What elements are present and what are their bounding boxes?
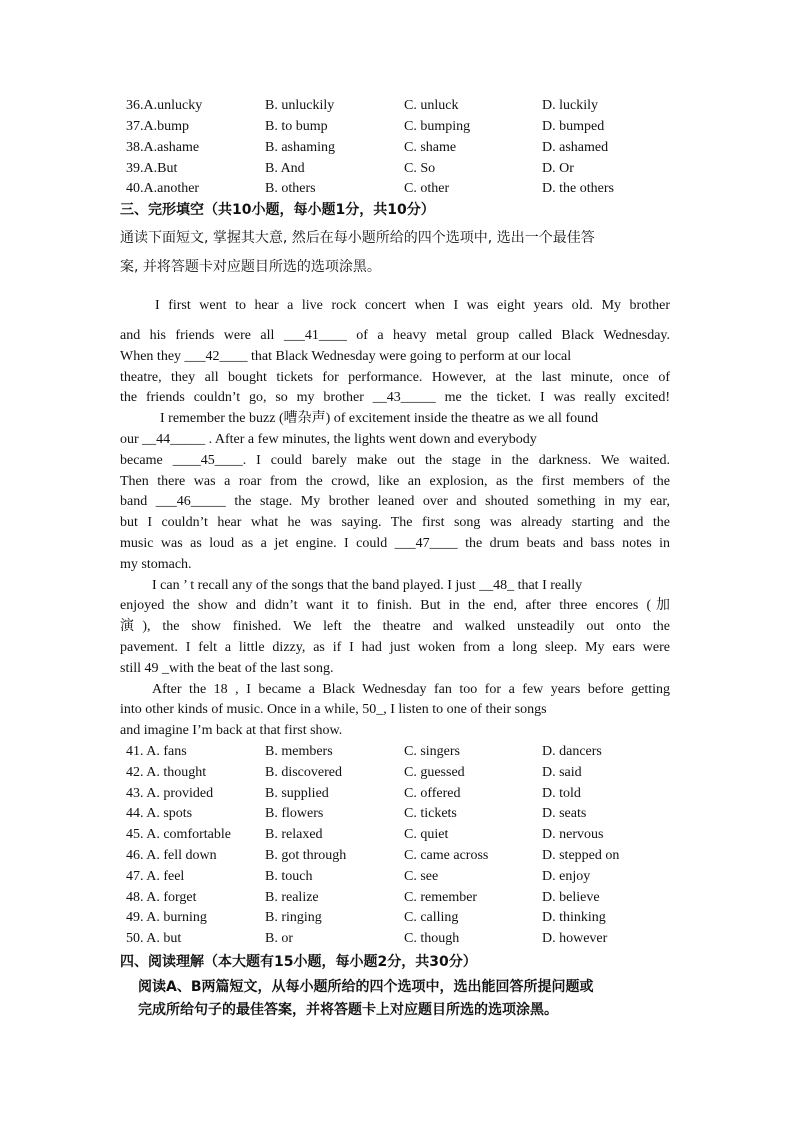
option-d: D. told — [542, 786, 581, 801]
option-d: D. seats — [542, 806, 587, 821]
option-d: D. ashamed — [542, 140, 609, 155]
section-four-instruction-line2: 完成所给句子的最佳答案，并将答题卡上对应题目所选的选项涂黑。 — [138, 1002, 558, 1018]
passage-line: I can ’ t recall any of the songs that the band played. I just __48_ that I really — [152, 578, 583, 593]
option-d: D. the others — [542, 181, 614, 196]
passage-line: my stomach. — [120, 557, 192, 572]
passage-line: became ____45____. I could barely make out the stage in the darkness. We waited. — [120, 453, 670, 468]
option-a: 39.A.But — [126, 161, 178, 176]
option-d: D. dancers — [542, 744, 602, 759]
passage-line: After the 18 , I became a Black Wednesday fan too for a few years before getting — [152, 682, 670, 697]
option-a: 36.A.unlucky — [126, 98, 203, 113]
option-c: C. other — [404, 181, 450, 196]
passage-line: into other kinds of music. Once in a while, 50_, I listen to one of their songs — [120, 702, 547, 717]
option-b: B. to bump — [265, 119, 328, 134]
option-b: B. discovered — [265, 765, 342, 780]
passage-line: still 49 _with the beat of the last song. — [120, 661, 334, 676]
option-b: B. others — [265, 181, 316, 196]
passage-line: theatre, they all bought tickets for performance. However, at the last minute, once of — [120, 370, 670, 385]
option-d: D. Or — [542, 161, 574, 176]
option-c: C. shame — [404, 140, 457, 155]
option-b: B. touch — [265, 869, 313, 884]
passage-line: Then there was a roar from the crowd, like an explosion, as the first members of the — [120, 474, 670, 489]
option-a: 44. A. spots — [126, 806, 193, 821]
option-c: C. guessed — [404, 765, 465, 780]
option-c: C. remember — [404, 890, 478, 905]
option-c: C. singers — [404, 744, 460, 759]
passage-line: and his friends were all ___41____ of a heavy metal group called Black Wednesday. — [120, 328, 670, 343]
option-c: C. bumping — [404, 119, 471, 134]
passage-line: our __44_____ . After a few minutes, the lights went down and everybody — [120, 432, 537, 447]
section-three-heading: 三、完形填空（共10小题，每小题1分，共10分） — [120, 202, 435, 218]
option-d: D. stepped on — [542, 848, 620, 863]
option-a: 42. A. thought — [126, 765, 207, 780]
passage-line: music was as loud as a jet engine. I could ___47____ the drum beats and bass notes in — [120, 536, 670, 551]
option-d: D. said — [542, 765, 582, 780]
option-c: C. though — [404, 931, 460, 946]
option-d: D. bumped — [542, 119, 605, 134]
option-c: C. calling — [404, 910, 459, 925]
option-b: B. flowers — [265, 806, 324, 821]
option-d: D. however — [542, 931, 608, 946]
option-a: 46. A. fell down — [126, 848, 217, 863]
option-a: 45. A. comfortable — [126, 827, 231, 842]
option-b: B. unluckily — [265, 98, 335, 113]
passage-line: When they ___42____ that Black Wednesday were going to perform at our local — [120, 349, 572, 364]
section-four-heading: 四、阅读理解（本大题有15小题，每小题2分，共30分） — [120, 954, 477, 970]
option-c: C. quiet — [404, 827, 449, 842]
passage-line: and imagine I’m back at that first show. — [120, 723, 343, 738]
passage-line: I first went to hear a live rock concert when I was eight years old. My brother — [155, 298, 670, 313]
passage-line: but I couldn’t hear what he was saying. The first song was already starting and the — [120, 515, 670, 530]
option-b: B. members — [265, 744, 333, 759]
passage-line: band ___46_____ the stage. My brother leaned over and shouted something in my ear, — [120, 494, 670, 509]
passage-line: the friends couldn’t go, so my brother __43_____ me the ticket. I was really excited! — [120, 390, 670, 405]
option-c: C. see — [404, 869, 439, 884]
option-d: D. enjoy — [542, 869, 591, 884]
option-d: D. nervous — [542, 827, 604, 842]
option-a: 41. A. fans — [126, 744, 187, 759]
option-a: 50. A. but — [126, 931, 182, 946]
option-b: B. And — [265, 161, 305, 176]
option-a: 47. A. feel — [126, 869, 185, 884]
section-four-instruction-line1: 阅读A、B两篇短文，从每小题所给的四个选项中，选出能回答所提问题或 — [138, 979, 594, 995]
option-a: 43. A. provided — [126, 786, 214, 801]
option-a: 38.A.ashame — [126, 140, 200, 155]
option-b: B. ringing — [265, 910, 322, 925]
option-a: 48. A. forget — [126, 890, 197, 905]
passage-line: enjoyed the show and didn’t want it to finish. But in the end, after three encores (加 — [120, 598, 670, 613]
option-c: C. offered — [404, 786, 461, 801]
option-b: B. got through — [265, 848, 347, 863]
option-c: C. unluck — [404, 98, 459, 113]
option-d: D. believe — [542, 890, 600, 905]
option-d: D. luckily — [542, 98, 598, 113]
option-b: B. realize — [265, 890, 319, 905]
option-d: D. thinking — [542, 910, 606, 925]
option-c: C. came across — [404, 848, 489, 863]
section-three-instruction-line2: 案, 并将答题卡对应题目所选的选项涂黑。 — [120, 259, 381, 275]
option-c: C. So — [404, 161, 436, 176]
option-b: B. or — [265, 931, 293, 946]
option-c: C. tickets — [404, 806, 457, 821]
option-b: B. ashaming — [265, 140, 335, 155]
passage-line: pavement. I felt a little dizzy, as if I had just woken from a long sleep. My ears were — [120, 640, 670, 655]
option-b: B. relaxed — [265, 827, 323, 842]
passage-line: I remember the buzz (嘈杂声) of excitement inside the theatre as we all found — [160, 411, 599, 426]
option-a: 37.A.bump — [126, 119, 189, 134]
option-a: 49. A. burning — [126, 910, 207, 925]
section-three-instruction-line1: 通读下面短文, 掌握其大意, 然后在每小题所给的四个选项中, 选出一个最佳答 — [120, 230, 595, 246]
option-b: B. supplied — [265, 786, 329, 801]
passage-line: 演), the show finished. We left the theatre and walked unsteadily out onto the — [120, 619, 670, 634]
option-a: 40.A.another — [126, 181, 200, 196]
